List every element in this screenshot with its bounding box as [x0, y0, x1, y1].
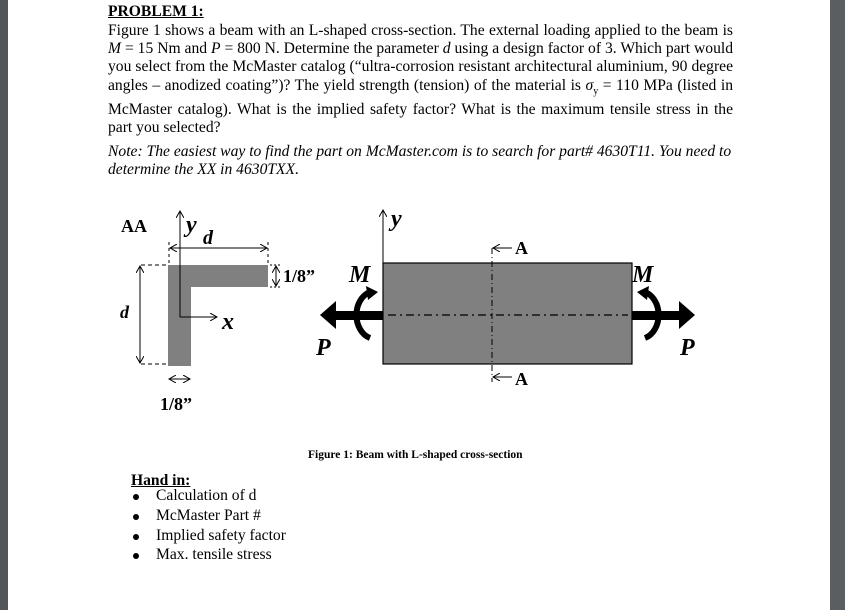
section-mark-top: A — [515, 238, 528, 258]
problem-title: PROBLEM 1: — [108, 3, 204, 20]
d-height-label: d — [120, 302, 129, 322]
d-width-label: d — [203, 227, 213, 249]
list-item: McMaster Part # — [131, 506, 286, 526]
right-force-arrow — [632, 301, 695, 329]
problem-note: Note: The easiest way to find the part on McMaster.com is to search for part# 4630T11. You need to determine the XX in 4630TXX. — [108, 143, 732, 179]
list-item: Implied safety factor — [131, 526, 286, 546]
list-item: Max. tensile stress — [131, 545, 286, 565]
figure-caption: Figure 1: Beam with L-shaped cross-section — [308, 449, 523, 461]
force-label-right: P — [680, 335, 695, 361]
x-axis-label: x — [222, 309, 234, 335]
list-item: Calculation of d — [131, 486, 286, 506]
beam-y-axis-label: y — [391, 206, 402, 232]
section-mark-bottom: A — [515, 369, 528, 389]
web-thickness-label: 1/8” — [160, 394, 193, 414]
section-label: AA — [121, 216, 147, 236]
problem-statement: Figure 1 shows a beam with an L-shaped cross-section. The external loading applied to the beam is M = 15 Nm and P = 800 N. Determine the parameter d using a design factor of 3. Which part would you select from the McMaster catalog (“ultra-corrosion resistant architectural aluminium, 90 degree angles – anodized coating”)? The yield strength (tension) of the material is $\sigma_y = 110$ MPa (listed in McMaster catalog). What is the implied safety factor? What is the maximum tensile stress in the part you selected? — [108, 22, 734, 137]
beam — [383, 210, 632, 382]
moment-label-left: M — [349, 262, 371, 288]
flange-thickness-label: 1/8” — [283, 266, 316, 286]
left-force-arrow — [320, 301, 383, 329]
moment-label-right: M — [632, 262, 654, 288]
hand-in-title: Hand in: — [131, 472, 191, 489]
hand-in-list — [131, 486, 286, 565]
force-label-left: P — [316, 335, 331, 361]
y-axis-label: y — [186, 212, 197, 238]
